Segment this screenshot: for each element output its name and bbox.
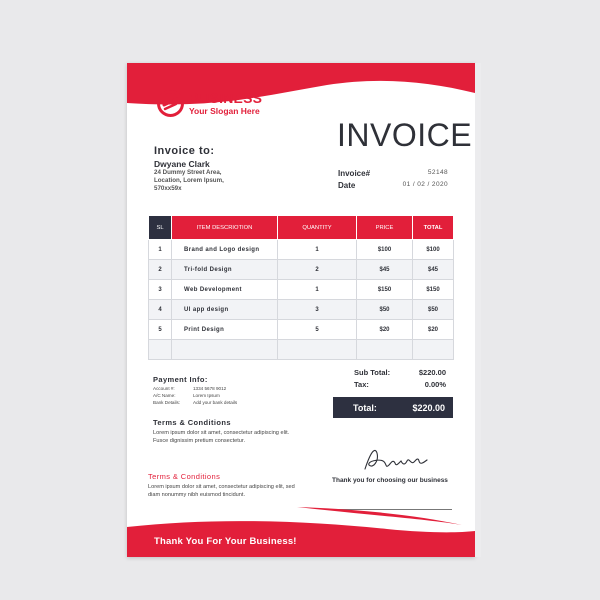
cell-quantity: 1 [278,240,357,260]
brand-logo [157,90,262,117]
invoice-date-label: Date [338,181,356,190]
brand-name: BUSINESS [189,90,263,107]
cell-price: $100 [357,240,413,260]
cell-description: Print Design [172,320,278,340]
cell-sl [149,340,172,360]
col-header-price: PRICE [357,216,413,240]
payment-info-title: Payment Info: [153,375,208,384]
cell-total: $20 [413,320,454,340]
closing-message: Thank you for choosing our business [332,477,448,484]
invoice-date-value: 01 / 02 / 2020 [402,181,448,188]
col-header-description: ITEM DESCRIOTION [172,216,278,240]
terms-title: Terms & Conditions [153,418,231,427]
address-line: 570xx59x [154,185,182,192]
table-row [149,300,454,320]
payment-row [153,400,237,405]
table-row [149,280,454,300]
subtotal-row [354,368,446,377]
cell-total: $150 [413,280,454,300]
page-title: INVOICE [337,117,473,153]
table-row [149,320,454,340]
cell-sl: 1 [149,240,172,260]
cell-sl: 2 [149,260,172,280]
cell-price [357,340,413,360]
col-header-sl: SL [149,216,172,240]
client-address [154,169,274,193]
invoice-number-label: Invoice# [338,169,371,178]
tax-row [354,380,446,389]
table-row [149,340,454,360]
cell-total: $50 [413,300,454,320]
footer-thanks: Thank You For Your Business! [154,536,297,547]
cell-price: $150 [357,280,413,300]
cell-description: Tri-fold Design [172,260,278,280]
cell-description: UI app design [172,300,278,320]
payment-value: 1334 5678 9012 [193,386,227,391]
cell-sl: 3 [149,280,172,300]
col-header-quantity: QUANTITY [278,216,357,240]
invoice-sheet [127,63,475,557]
cell-price: $50 [357,300,413,320]
items-table [148,215,454,360]
address-line: 24 Dummy Street Area, [154,169,222,176]
invoice-number-value: 52148 [427,169,448,176]
cell-quantity: 3 [278,300,357,320]
cell-sl: 5 [149,320,172,340]
cell-quantity: 2 [278,260,357,280]
payment-row [153,386,237,391]
grand-total-bar [333,397,453,418]
cell-description: Web Development [172,280,278,300]
terms-body: Lorem ipsum dolor sit amet, consectetur adipiscing elit. Fusce dignissim pretium consectetur. [153,430,290,444]
payment-key: Account #: [153,386,175,391]
cell-total: $100 [413,240,454,260]
tax-value: 0.00% [424,380,446,389]
terms-title: Terms & Conditions [148,472,221,481]
payment-row [153,393,237,398]
invoice-date-row [338,181,448,190]
subtotal-value: $220.00 [418,368,446,377]
cell-sl: 4 [149,300,172,320]
col-header-total: TOTAL [413,216,454,240]
payment-info [153,375,237,405]
invoice-number-row [338,169,448,178]
payment-value: Add your bank details [193,400,238,405]
terms-body: Lorem ipsum dolor sit amet, consectetur adipiscing elit, sed diam nonummy nibh euismod tincidunt. [148,484,295,498]
cell-description: Brand and Logo design [172,240,278,260]
subtotal-label: Sub Total: [354,368,391,377]
address-line: Location, Lorem Ipsum, [154,177,224,184]
logo-icon [157,90,184,117]
cell-total: $45 [413,260,454,280]
cell-description [172,340,278,360]
total-value: $220.00 [412,402,445,413]
table-row [149,260,454,280]
signature-icon [361,443,431,475]
payment-key: A/C Name: [153,393,176,398]
cell-quantity [278,340,357,360]
terms-block-primary [153,418,293,445]
cell-total [413,340,454,360]
client-name: Dwyane Clark [154,159,210,169]
invoice-to-heading: Invoice to: [154,145,215,157]
total-label: Total: [353,402,377,413]
payment-key: Bank Details: [153,400,181,405]
cell-quantity: 1 [278,280,357,300]
tax-label: Tax: [354,380,369,389]
brand-slogan: Your Slogan Here [189,106,260,117]
payment-value: Lorem Ipsum [193,393,220,398]
cell-quantity: 5 [278,320,357,340]
table-header-row [149,216,454,240]
cell-price: $45 [357,260,413,280]
cell-price: $20 [357,320,413,340]
table-row [149,240,454,260]
